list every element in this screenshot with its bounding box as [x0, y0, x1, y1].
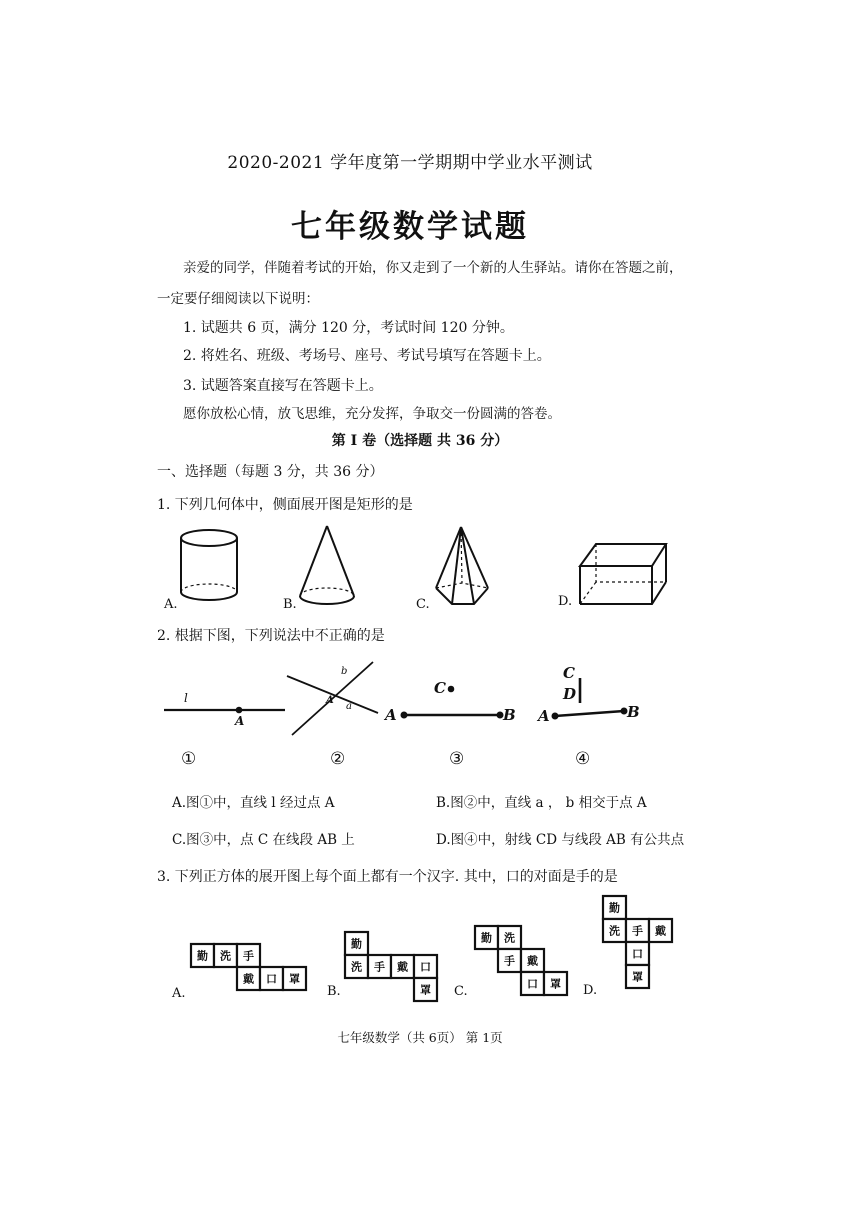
q1-label-d: D.: [558, 594, 573, 609]
fig4-label-d: D: [563, 685, 577, 703]
q1-label-b: B.: [283, 597, 297, 612]
fig2-label-a-line: a: [346, 701, 352, 712]
net-face-char: 口: [266, 972, 277, 986]
q3-label-c: C.: [454, 984, 468, 999]
fig1-label-a: A: [235, 714, 245, 728]
rule-3: 3. 试题答案直接写在答题卡上。: [183, 378, 383, 394]
fig3-label-a: A: [385, 706, 397, 724]
net-face-char: 勤: [609, 901, 620, 915]
net-face-char: 罩: [289, 972, 300, 986]
net-face-char: 手: [632, 924, 643, 938]
net-face-char: 戴: [655, 924, 666, 938]
net-face-char: 洗: [220, 949, 231, 963]
net-face-char: 勤: [351, 937, 362, 951]
fig1-label-l: l: [184, 691, 188, 705]
cube-net-b: [345, 932, 437, 1001]
net-face-char: 手: [243, 949, 254, 963]
net-face-char: 罩: [632, 970, 643, 984]
fig3-label-b: B: [503, 706, 516, 724]
figure-number-3: ③: [449, 749, 465, 769]
q2-option-d: D.图④中，射线 CD 与线段 AB 有公共点: [436, 832, 685, 848]
net-face-char: 戴: [527, 954, 538, 968]
fig2-label-a-point: A: [326, 695, 334, 706]
cube-net-a: [191, 944, 306, 990]
part-title: 第 I 卷（选择题 共 36 分）: [331, 433, 509, 449]
q1-label-c: C.: [416, 597, 430, 612]
wish-line: 愿你放松心情，放飞思维，充分发挥，争取交一份圆满的答卷。: [183, 406, 561, 422]
net-face-char: 洗: [351, 960, 362, 974]
fig3-label-c: C: [434, 679, 446, 697]
cube-net-c: [475, 926, 567, 995]
q3-label-d: D.: [583, 983, 598, 998]
q2-option-b: B.图②中，直线 a ， b 相交于点 A: [436, 795, 647, 811]
net-face-char: 口: [420, 960, 431, 974]
net-face-char: 洗: [504, 931, 515, 945]
net-face-char: 戴: [243, 972, 254, 986]
q1-label-a: A.: [164, 597, 178, 612]
page-footer: 七年级数学（共 6页） 第 1页: [337, 1030, 503, 1045]
net-face-char: 口: [632, 947, 643, 961]
fig4-label-b: B: [627, 703, 640, 721]
fig4-label-a: A: [538, 707, 550, 725]
figure-number-1: ①: [181, 749, 197, 769]
net-face-char: 勤: [197, 949, 208, 963]
cube-net-d: [603, 896, 672, 988]
figure-number-2: ②: [330, 749, 346, 769]
fig2-label-b: b: [341, 666, 348, 677]
q3-label-b: B.: [327, 984, 341, 999]
exam-title: 2020-2021 学年度第一学期期中学业水平测试: [227, 153, 593, 173]
figure-number-4: ④: [575, 749, 591, 769]
rule-2: 2. 将姓名、班级、考场号、座号、考试号填写在答题卡上。: [183, 348, 551, 364]
q2-stem: 2. 根据下图，下列说法中不正确的是: [157, 628, 385, 644]
q1-stem: 1. 下列几何体中，侧面展开图是矩形的是: [157, 497, 413, 513]
q3-stem: 3. 下列正方体的展开图上每个面上都有一个汉字. 其中，口的对面是手的是: [157, 869, 618, 885]
q2-option-a: A.图①中，直线 l 经过点 A: [172, 795, 335, 811]
rule-1: 1. 试题共 6 页，满分 120 分，考试时间 120 分钟。: [183, 320, 514, 336]
fig4-label-c: C: [563, 664, 575, 682]
net-face-char: 勤: [481, 931, 492, 945]
net-face-char: 罩: [550, 977, 561, 991]
net-face-char: 罩: [420, 983, 431, 997]
net-face-char: 手: [504, 954, 515, 968]
net-face-char: 手: [374, 960, 385, 974]
q3-label-a: A.: [172, 986, 186, 1001]
net-face-char: 口: [527, 977, 538, 991]
net-face-char: 戴: [397, 960, 408, 974]
intro-line-1: 亲爱的同学，伴随着考试的开始，你又走到了一个新的人生驿站。请你在答题之前，: [183, 260, 683, 276]
section-title: 一、选择题（每题 3 分，共 36 分）: [157, 464, 384, 480]
net-face-char: 洗: [609, 924, 620, 938]
subject-title: 七年级数学试题: [291, 209, 529, 245]
q2-option-c: C.图③中，点 C 在线段 AB 上: [172, 832, 355, 848]
intro-line-2: 一定要仔细阅读以下说明：: [157, 291, 319, 307]
